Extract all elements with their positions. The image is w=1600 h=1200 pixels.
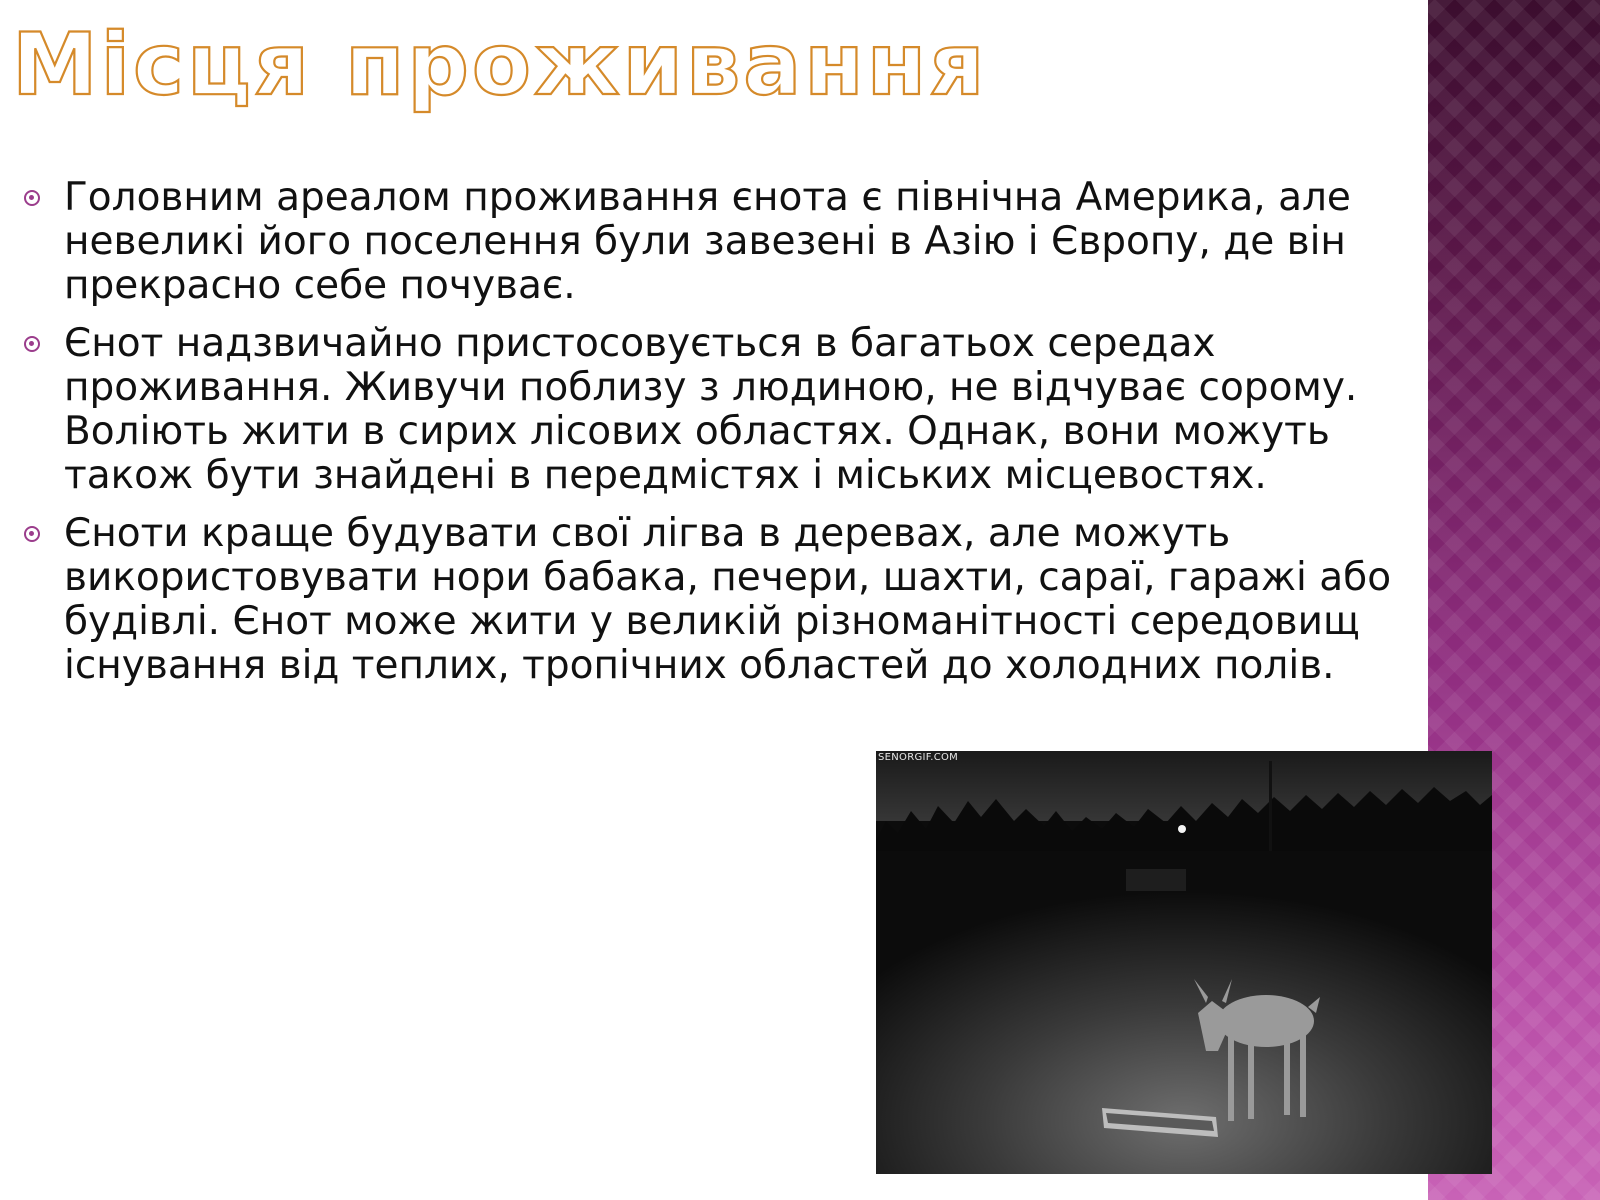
bullet-text: Єноти краще будувати свої лігва в деревах, але можуть використовувати нори бабака, печери, шахти, сараї, гаражі або будівлі. Єнот може жити у великій різноманітності середовищ існування від теплих, тропічних областей до холодних полів. [64, 511, 1392, 688]
bullet-circle-icon [24, 190, 40, 206]
bullet-item [14, 176, 1394, 308]
bullet-text: Головним ареалом проживання єнота є північна Америка, але невеликі його поселення були завезені в Азію і Європу, де він прекрасно себе почуває. [64, 175, 1351, 308]
photo-watermark: SENORGIF.COM [878, 752, 959, 763]
bullet-item [14, 512, 1394, 688]
night-scene-image [876, 751, 1492, 1174]
bullet-list [14, 176, 1394, 702]
bullet-item [14, 322, 1394, 498]
bullet-circle-icon [24, 526, 40, 542]
slide-title: Місця проживання [12, 15, 988, 115]
bullet-text: Єнот надзвичайно пристосовується в багатьох середах проживання. Живучи поблизу з людиною, не відчуває сорому. Воліють жити в сирих лісових областях. Однак, вони можуть також бути знайдені в передмістях і міських місцевостях. [64, 321, 1358, 498]
bullet-circle-icon [24, 336, 40, 352]
night-camera-photo [876, 751, 1492, 1174]
